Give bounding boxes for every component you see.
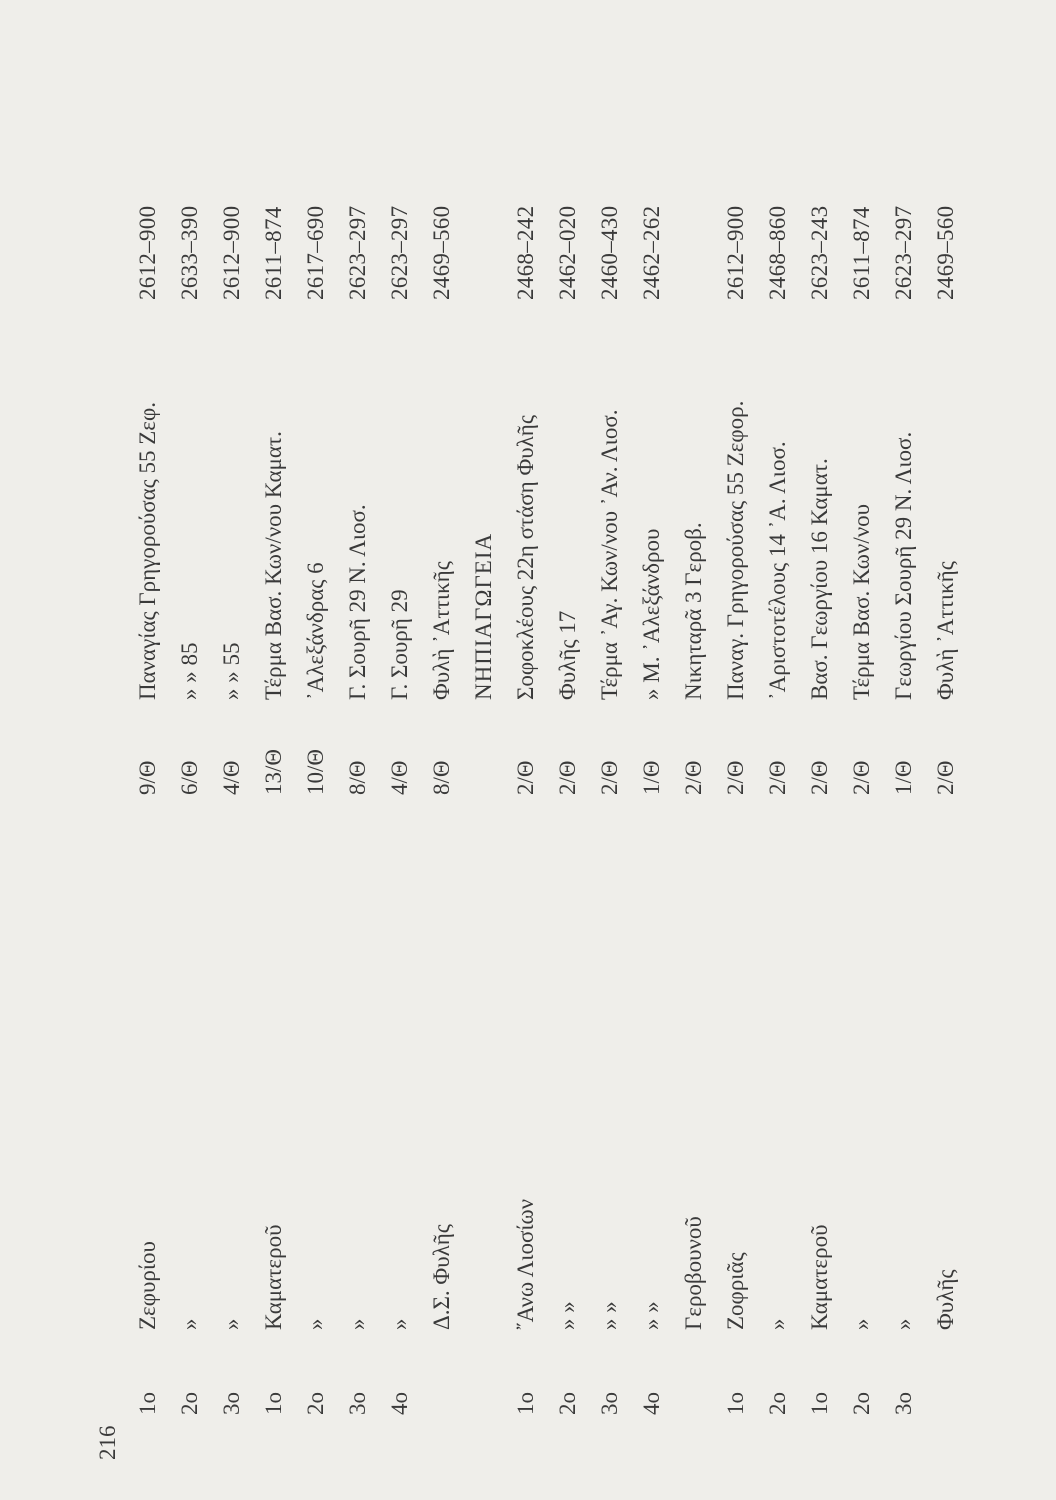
row-location: Ζοφριᾶς [723,1252,748,1330]
row-phone: 2623–297 [891,205,916,300]
row-address: Γεωργίου Σουρῆ 29 Ν. Λιοσ. [891,431,916,700]
rotated-table [90,60,990,1460]
row-phone: 2611–874 [261,206,286,300]
table-row [802,60,838,1460]
row-classes: 4/Θ [219,760,244,795]
table-row [340,60,376,1460]
table-row [886,60,922,1460]
row-location: » [177,1318,202,1330]
row-number: 2ο [177,1392,202,1415]
row-address: Φυλῆς 17 [555,610,580,700]
row-classes: 2/Θ [849,760,874,795]
row-location: » [849,1318,874,1330]
table-row [424,60,460,1460]
row-classes: 1/Θ [639,760,664,795]
row-classes: 2/Θ [513,760,538,795]
row-address: Βασ. Γεωργίου 16 Καματ. [807,458,832,700]
table-row [676,60,712,1460]
table-row [928,60,964,1460]
row-address: ᾿Αλεξάνδρας 6 [303,562,328,700]
table-row [214,60,250,1460]
row-classes: 9/Θ [135,760,160,795]
table-row [172,60,208,1460]
row-address: Τέρμα Βασ. Κων/νου Καματ. [261,431,286,700]
row-location: Καματεροῦ [807,1224,832,1330]
row-address: Νικηταρᾶ 3 Γεροβ. [681,522,706,700]
row-phone: 2617–690 [303,205,328,300]
row-number: 4ο [639,1392,664,1415]
row-classes: 13/Θ [261,749,286,795]
row-location: Δ.Σ. Φυλῆς [429,1224,454,1330]
row-classes: 2/Θ [765,760,790,795]
table-row [508,60,544,1460]
table-row [256,60,292,1460]
row-location: Φυλῆς [933,1269,958,1330]
row-classes: 2/Θ [681,760,706,795]
row-location: » [387,1318,412,1330]
table-row [298,60,334,1460]
row-phone: 2611–874 [849,206,874,300]
row-location: Γεροβουνοῦ [681,1216,706,1330]
row-address: Σοφοκλέους 22η στάση Φυλῆς [513,415,538,700]
table-row [550,60,586,1460]
row-number: 3ο [891,1392,916,1415]
row-number: 1ο [513,1392,538,1415]
row-location: » [891,1318,916,1330]
row-location: Ζεφυρίου [135,1241,160,1330]
row-classes: 8/Θ [345,760,370,795]
row-phone: 2469–560 [933,205,958,300]
section-heading: ΝΗΠΙΑΓΩΓΕΙΑ [471,532,496,700]
page-number: 216 [95,1425,120,1460]
row-phone: 2468–242 [513,205,538,300]
row-location: » » [555,1301,580,1330]
table-row [718,60,754,1460]
row-phone: 2623–243 [807,205,832,300]
table-row [634,60,670,1460]
row-location: » [303,1318,328,1330]
table-row [130,60,166,1460]
row-address: ᾿Αριστοτέλους 14 ᾿Α. Λιοσ. [765,441,790,700]
table-row [760,60,796,1460]
row-number: 2ο [765,1392,790,1415]
table-row [844,60,880,1460]
row-address: » » 85 [177,642,202,700]
row-phone: 2462–020 [555,205,580,300]
row-number: 1ο [723,1392,748,1415]
row-location: » [765,1318,790,1330]
row-number: 2ο [849,1392,874,1415]
row-phone: 2623–297 [345,205,370,300]
row-address: Φυλὴ ᾿Αττικῆς [933,561,958,700]
row-classes: 4/Θ [387,760,412,795]
row-classes: 2/Θ [597,760,622,795]
row-phone: 2612–900 [723,205,748,300]
row-classes: 1/Θ [891,760,916,795]
row-phone: 2612–900 [135,205,160,300]
row-classes: 2/Θ [723,760,748,795]
table-row [382,60,418,1460]
row-phone: 2468–860 [765,205,790,300]
row-number: 1ο [807,1392,832,1415]
row-location: » [219,1318,244,1330]
row-address: Παναγ. Γρηγορούσας 55 Ζεφορ. [723,400,748,700]
row-phone: 2469–560 [429,205,454,300]
row-address: Τέρμα Βασ. Κων/νου [849,504,874,700]
row-classes: 2/Θ [807,760,832,795]
row-address: Γ. Σουρῆ 29 Ν. Λιοσ. [345,504,370,700]
row-location: » » [639,1301,664,1330]
row-classes: 8/Θ [429,760,454,795]
row-number: 1ο [135,1392,160,1415]
row-location: Καματεροῦ [261,1224,286,1330]
row-address: Παναγίας Γρηγορούσας 55 Ζεφ. [135,402,160,700]
row-phone: 2462–262 [639,205,664,300]
row-number: 3ο [597,1392,622,1415]
row-number: 3ο [345,1392,370,1415]
row-location: » » [597,1301,622,1330]
row-address: Γ. Σουρῆ 29 [387,589,412,700]
row-address: Φυλὴ ᾿Αττικῆς [429,561,454,700]
row-classes: 10/Θ [303,749,328,795]
row-classes: 2/Θ [555,760,580,795]
row-classes: 2/Θ [933,760,958,795]
row-phone: 2612–900 [219,205,244,300]
row-address: Τέρμα ᾿Αγ. Κων/νου ᾿Αν. Λιοσ. [597,409,622,700]
row-phone: 2633–390 [177,205,202,300]
row-number: 4ο [387,1392,412,1415]
row-location: » [345,1318,370,1330]
row-address: » Μ. ᾿Αλεξάνδρου [639,528,664,700]
row-number: 2ο [555,1392,580,1415]
row-location: ῎Ανω Λιοσίων [513,1198,538,1330]
row-address: » » 55 [219,642,244,700]
row-number: 1ο [261,1392,286,1415]
row-classes: 6/Θ [177,760,202,795]
row-phone: 2460–430 [597,205,622,300]
row-number: 3ο [219,1392,244,1415]
row-phone: 2623–297 [387,205,412,300]
table-row [592,60,628,1460]
row-number: 2ο [303,1392,328,1415]
